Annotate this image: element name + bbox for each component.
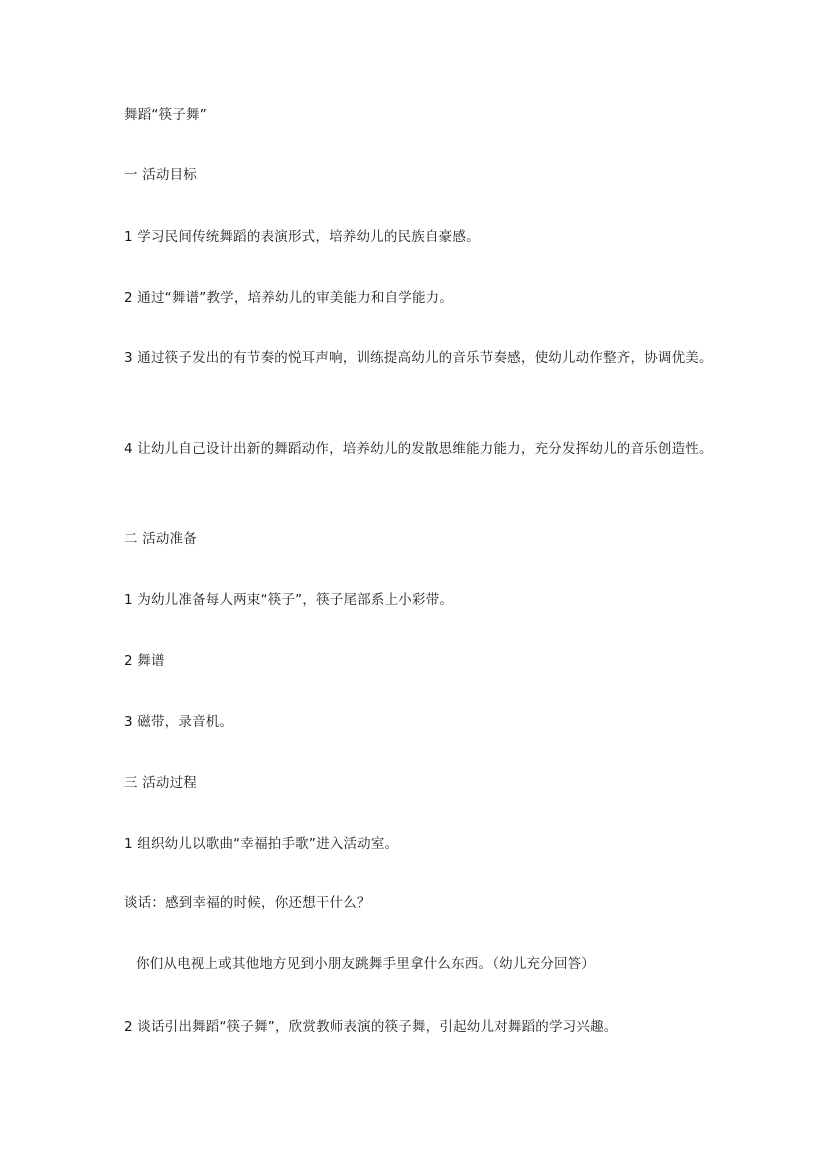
goal-item-3: 3 通过筷子发出的有节奏的悦耳声响，训练提高幼儿的音乐节奏感，使幼儿动作整齐，协调优美。 xyxy=(124,350,713,366)
goal-item-2: 2 通过“舞谱”教学，培养幼儿的审美能力和自学能力。 xyxy=(124,290,454,306)
process-item-2: 2 谈话引出舞蹈“筷子舞”，欣赏教师表演的筷子舞，引起幼儿对舞蹈的学习兴趣。 xyxy=(124,1019,618,1035)
section-heading-process: 三 活动过程 xyxy=(124,775,197,791)
prep-item-3: 3 磁带，录音机。 xyxy=(124,714,234,730)
prep-item-2: 2 舞谱 xyxy=(124,653,165,669)
goal-item-1: 1 学习民间传统舞蹈的表演形式，培养幼儿的民族自豪感。 xyxy=(124,229,480,245)
section-heading-preparation: 二 活动准备 xyxy=(124,531,197,547)
process-item-1: 1 组织幼儿以歌曲“幸福拍手歌”进入活动室。 xyxy=(124,836,399,852)
section-heading-goals: 一 活动目标 xyxy=(124,167,197,183)
prep-item-1: 1 为幼儿准备每人两束“筷子”，筷子尾部系上小彩带。 xyxy=(124,592,454,608)
talk-prompt: 谈话：感到幸福的时候，你还想干什么？ xyxy=(124,895,371,911)
document-title: 舞蹈“筷子舞” xyxy=(124,107,207,123)
question-prompt: 你们从电视上或其他地方见到小朋友跳舞手里拿什么东西。（幼儿充分回答） xyxy=(136,956,596,972)
goal-item-4: 4 让幼儿自己设计出新的舞蹈动作，培养幼儿的发散思维能力能力，充分发挥幼儿的音乐创造性。 xyxy=(124,441,713,457)
